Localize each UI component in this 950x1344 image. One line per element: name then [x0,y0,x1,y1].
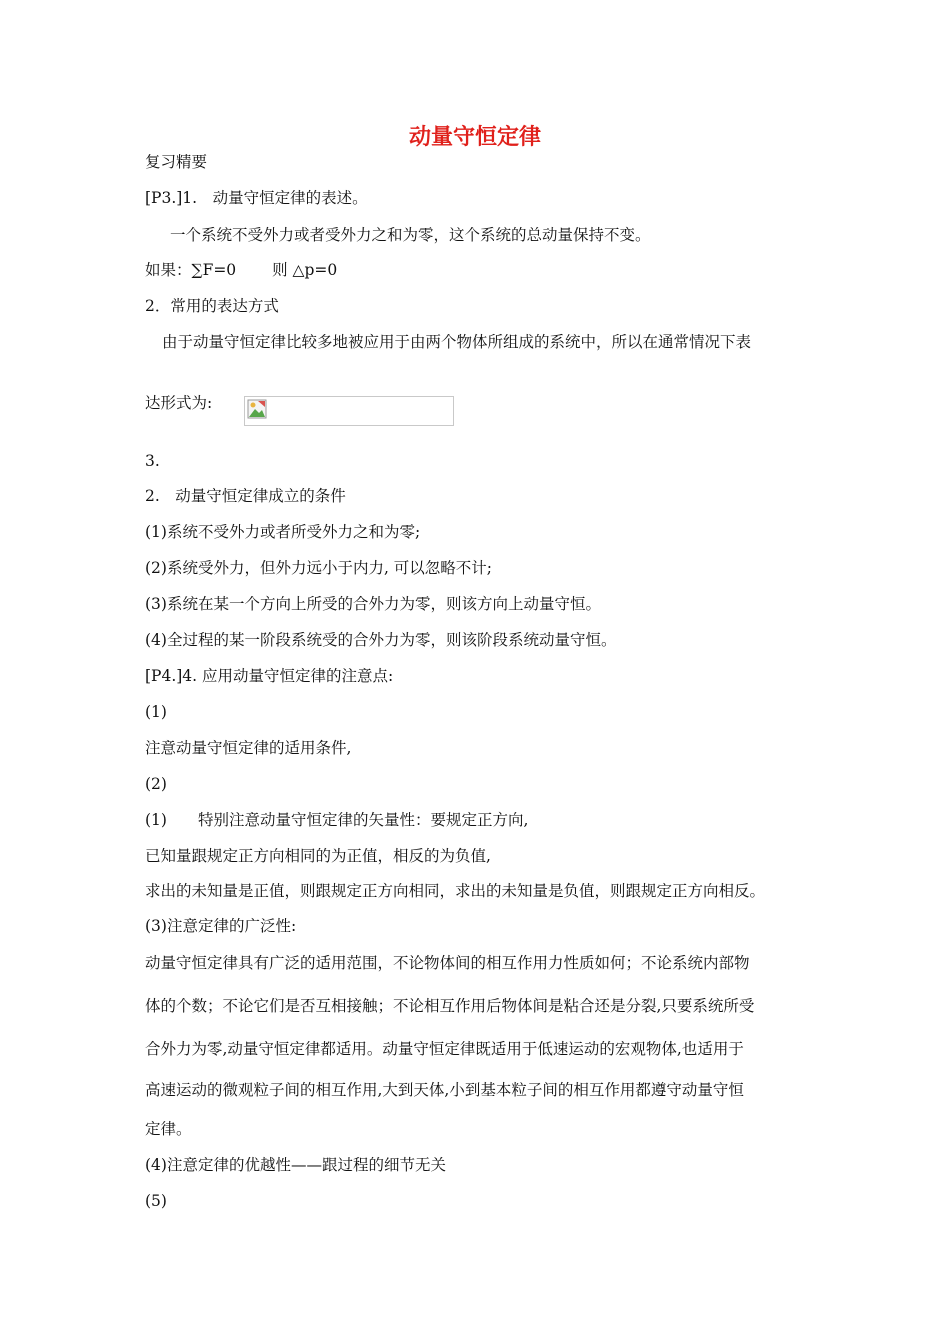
section-heading: 复习精要 [145,153,208,171]
text-line: 2．常用的表达方式 [145,297,279,315]
text-line: (3)注意定律的广泛性: [145,917,297,935]
text-line: [P4.]4. 应用动量守恒定律的注意点: [145,667,394,685]
text-line: (1) [145,703,167,721]
text-line: (2) [145,775,167,793]
text-line: 由于动量守恒定律比较多地被应用于由两个物体所组成的系统中，所以在通常情况下表 [162,333,752,351]
broken-image-icon [247,399,267,419]
text-line: 一个系统不受外力或者受外力之和为零，这个系统的总动量保持不变。 [170,226,651,244]
text-line: 求出的未知量是正值，则跟规定正方向相同，求出的未知量是负值，则跟规定正方向相反。 [145,882,766,900]
text-line: 定律。 [145,1120,192,1138]
text-line: (1)系统不受外力或者所受外力之和为零; [145,523,421,541]
text-line: (5) [145,1192,167,1210]
text-line: 动量守恒定律具有广泛的适用范围，不论物体间的相互作用力性质如何；不论系统内部物 [145,954,750,972]
text-line: 达形式为: [145,394,213,412]
formula-line: 如果：∑F=0 则 △p=0 [145,261,338,279]
text-line: (2)系统受外力，但外力远小于内力, 可以忽略不计; [145,559,493,577]
text-line: 注意动量守恒定律的适用条件, [145,739,352,757]
text-line: 已知量跟规定正方向相同的为正值，相反的为负值, [145,847,491,865]
text-line: 合外力为零,动量守恒定律都适用。动量守恒定律既适用于低速运动的宏观物体,也适用于 [145,1040,744,1058]
text-line: (3)系统在某一个方向上所受的合外力为零，则该方向上动量守恒。 [145,595,601,613]
text-line: 体的个数；不论它们是否互相接触；不论相互作用后物体间是粘合还是分裂,只要系统所受 [145,997,755,1015]
text-line: [P3.]1. 动量守恒定律的表述。 [145,189,368,207]
broken-image-placeholder [244,396,454,426]
text-line: 高速运动的微观粒子间的相互作用,大到天体,小到基本粒子间的相互作用都遵守动量守恒 [145,1081,744,1099]
text-line: 3. [145,452,160,470]
text-line: 2. 动量守恒定律成立的条件 [145,487,346,505]
page-title: 动量守恒定律 [408,125,541,150]
text-line: (4)全过程的某一阶段系统受的合外力为零，则该阶段系统动量守恒。 [145,631,617,649]
text-line: (4)注意定律的优越性——跟过程的细节无关 [145,1156,446,1174]
text-line: (1) 特别注意动量守恒定律的矢量性：要规定正方向, [145,811,529,829]
